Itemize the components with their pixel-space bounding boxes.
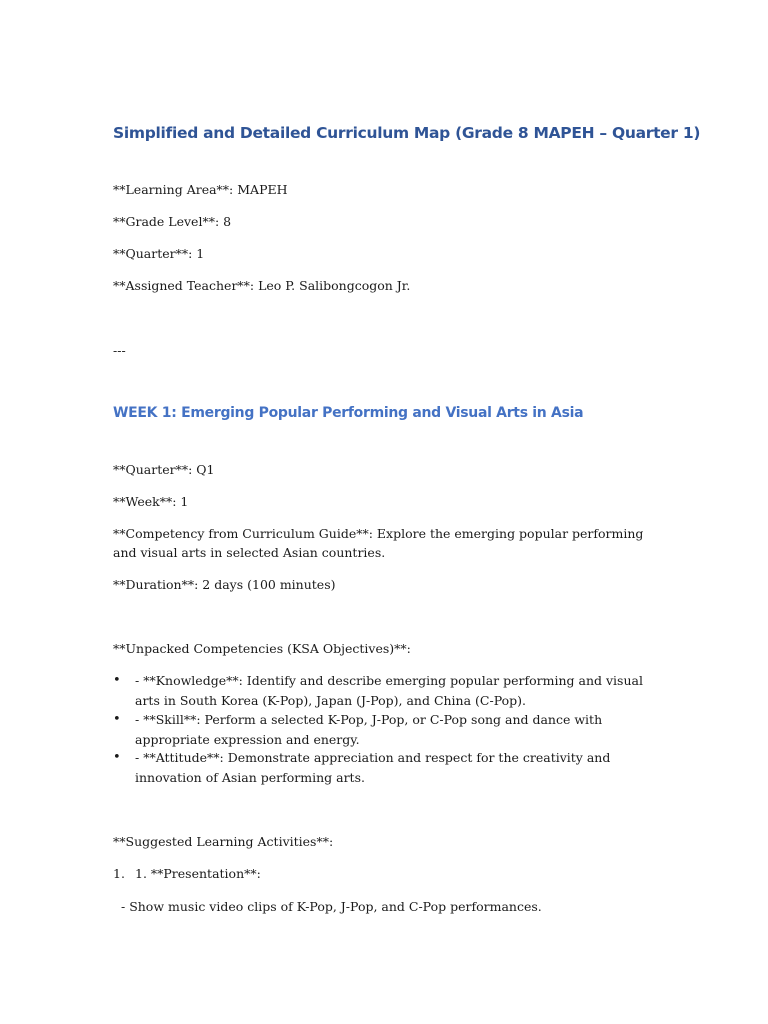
document-title: Simplified and Detailed Curriculum Map (Grade 8 MAPEH – Quarter 1)	[113, 124, 701, 142]
objective-skill	[113, 710, 658, 749]
activity-detail-line: - Show music video clips of K-Pop, J-Pop, and C-Pop performances.	[121, 899, 542, 914]
assigned-teacher-line: **Assigned Teacher**: Leo P. Salibongcogon Jr.	[113, 278, 411, 293]
week1-competency-line: **Competency from Curriculum Guide**: Explore the emerging popular performing and visual arts in selected Asian countries.	[113, 526, 644, 560]
objective-text: - **Knowledge**: Identify and describe emerging popular performing and visual arts in South Korea (K-Pop), Japan (J-Pop), and China (C-Pop).	[135, 673, 643, 708]
bullet-icon: •	[113, 750, 121, 765]
activity-item	[113, 864, 261, 883]
week1-quarter-line: **Quarter**: Q1	[113, 462, 215, 477]
separator-line: ---	[113, 343, 126, 358]
activity-text: 1. **Presentation**:	[135, 866, 261, 881]
quarter-line: **Quarter**: 1	[113, 246, 205, 261]
learning-area-line: **Learning Area**: MAPEH	[113, 182, 288, 197]
bullet-icon: •	[113, 673, 121, 688]
objective-text: - **Skill**: Perform a selected K-Pop, J-Pop, or C-Pop song and dance with appropriate expression and energy.	[135, 712, 603, 747]
list-number: 1.	[113, 866, 125, 881]
grade-level-line: **Grade Level**: 8	[113, 214, 232, 229]
unpacked-competencies-label: **Unpacked Competencies (KSA Objectives)**:	[113, 641, 411, 656]
learning-activities-label: **Suggested Learning Activities**:	[113, 834, 334, 849]
bullet-icon: •	[113, 712, 121, 727]
week1-duration-line: **Duration**: 2 days (100 minutes)	[113, 577, 336, 592]
objective-knowledge	[113, 671, 658, 710]
objective-attitude	[113, 748, 658, 787]
objective-text: - **Attitude**: Demonstrate appreciation and respect for the creativity and innovation of Asian performing arts.	[135, 750, 611, 785]
week1-week-line: **Week**: 1	[113, 494, 189, 509]
week1-heading: WEEK 1: Emerging Popular Performing and Visual Arts in Asia	[113, 405, 584, 421]
